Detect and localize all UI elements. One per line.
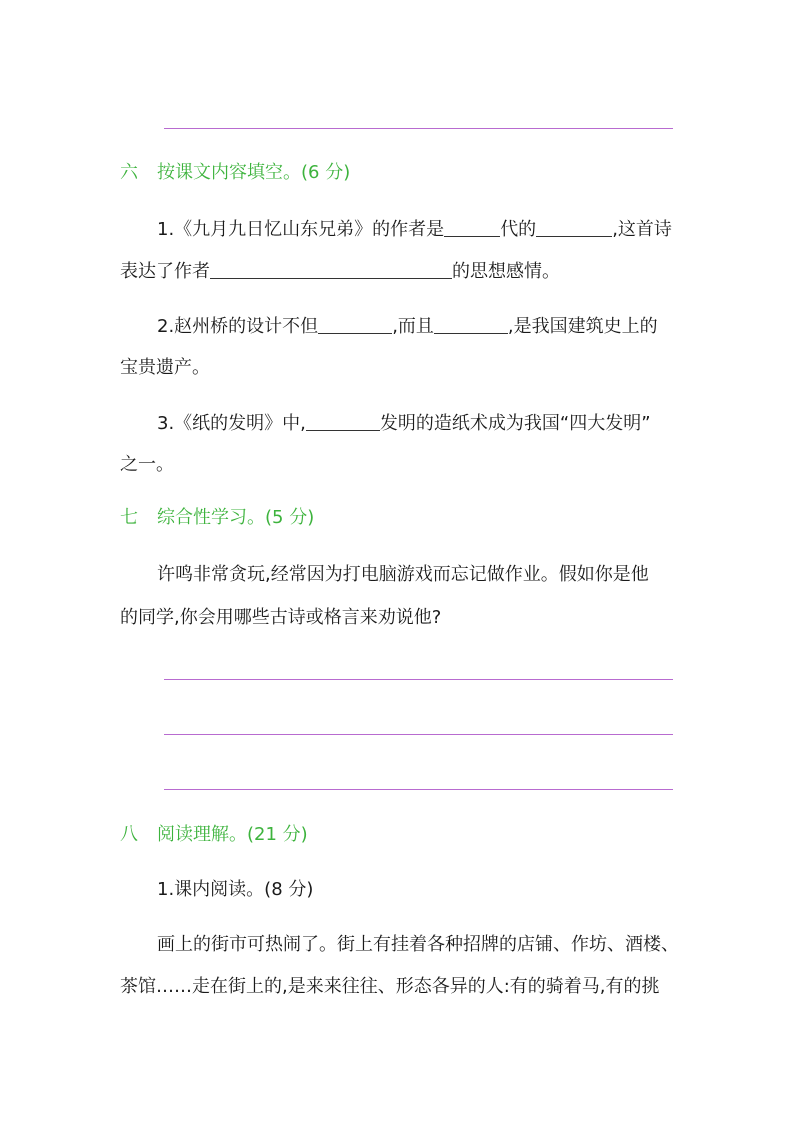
- question-text: ,这首诗: [612, 219, 672, 240]
- question-text: 宝贵遗产。: [120, 357, 210, 378]
- question-3-line-2: [120, 452, 174, 478]
- paragraph-line: 茶馆……走在街上的,是来来往往、形态各异的人:有的骑着马,有的挑: [120, 976, 660, 997]
- section-title: 按课文内容填空。(6 分): [157, 162, 351, 183]
- question-text: 发明的造纸术成为我国“四大发明”: [379, 413, 651, 434]
- section-number: 八: [120, 824, 138, 845]
- section-number: 六: [120, 162, 138, 183]
- answer-line[interactable]: [164, 789, 673, 790]
- section-seven-heading: [120, 505, 314, 531]
- question-3-line-1: [157, 410, 651, 437]
- section-six-heading: [120, 160, 350, 186]
- section-title: 阅读理解。(21 分): [157, 824, 308, 845]
- answer-line[interactable]: [164, 128, 673, 129]
- answer-line[interactable]: [164, 679, 673, 680]
- question-text: 2.赵州桥的设计不但: [157, 316, 319, 337]
- fill-blank[interactable]: [434, 313, 508, 334]
- paragraph-line: 画上的街市可热闹了。街上有挂着各种招牌的店铺、作坊、酒楼、: [157, 934, 679, 955]
- fill-blank[interactable]: [318, 313, 392, 334]
- question-text: 1.《九月九日忆山东兄弟》的作者是: [157, 219, 445, 240]
- question-text: 3.《纸的发明》中,: [157, 413, 306, 434]
- answer-line[interactable]: [164, 734, 673, 735]
- question-text: 代的: [500, 219, 537, 240]
- question-text: 表达了作者: [120, 261, 210, 282]
- question-text: ,而且: [392, 316, 434, 337]
- fill-blank[interactable]: [536, 216, 612, 237]
- fill-blank[interactable]: [444, 216, 500, 237]
- paragraph-line: 许鸣非常贪玩,经常因为打电脑游戏而忘记做作业。假如你是他: [157, 564, 649, 585]
- section-eight-heading: [120, 822, 308, 848]
- paragraph-line: 的同学,你会用哪些古诗或格言来劝说他?: [120, 607, 442, 628]
- question-text: ,是我国建筑史上的: [507, 316, 658, 337]
- question-1-line-1: [157, 216, 672, 243]
- question-1-line-2: [120, 258, 560, 285]
- question-2-line-2: [120, 355, 210, 381]
- sub-question-title: 1.课内阅读。(8 分): [157, 879, 314, 900]
- section-title: 综合性学习。(5 分): [157, 507, 315, 528]
- question-text: 之一。: [120, 454, 174, 475]
- fill-blank[interactable]: [306, 410, 380, 431]
- question-2-line-1: [157, 313, 658, 340]
- fill-blank[interactable]: [210, 258, 452, 279]
- question-text: 的思想感情。: [452, 261, 560, 282]
- section-number: 七: [120, 507, 138, 528]
